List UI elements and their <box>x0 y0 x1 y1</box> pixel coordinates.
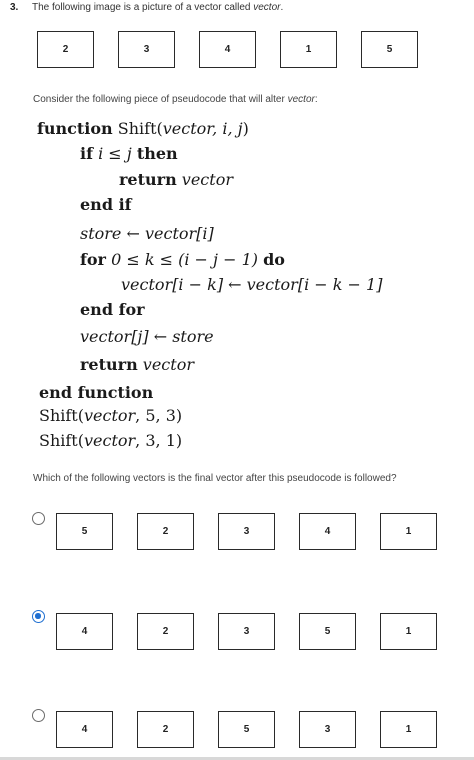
code-arrow: ← <box>148 327 173 346</box>
consider-var: vector <box>287 94 315 105</box>
code-index: [i − k − 1] <box>297 275 383 294</box>
code-line-call-2 <box>39 431 182 451</box>
code-keyword: return <box>80 355 138 374</box>
option-cell: 2 <box>137 613 194 650</box>
code-keyword: return <box>119 170 177 189</box>
code-line-endfunction: end function <box>39 383 154 402</box>
consider-suffix: : <box>314 94 318 105</box>
code-keyword: do <box>263 250 285 269</box>
vector-cell: 5 <box>361 31 418 68</box>
code-keyword: then <box>136 144 178 163</box>
code-line-function <box>37 119 249 139</box>
code-arrow: ← <box>223 275 247 294</box>
vector-cell: 1 <box>280 31 337 68</box>
question-prompt-suffix: . <box>280 2 284 13</box>
vector-cell: 2 <box>37 31 94 68</box>
code-line-assign-store <box>80 327 214 347</box>
code-args: , 3, 1) <box>135 431 183 450</box>
option-cell: 2 <box>137 513 194 550</box>
code-keyword: function <box>37 119 113 138</box>
option-vector <box>0 711 474 751</box>
question-number: 3. <box>10 2 19 13</box>
option-vector <box>0 613 474 653</box>
code-line-endif: end if <box>80 195 132 214</box>
question-prompt-text: The following image is a picture of a vector called <box>32 2 254 13</box>
vector-cell: 4 <box>199 31 256 68</box>
option-cell: 3 <box>218 513 275 550</box>
code-index: [i − k] <box>172 275 224 294</box>
code-line-return <box>119 170 233 190</box>
code-condition: i ≤ j <box>98 144 132 163</box>
code-var: vector <box>142 355 194 374</box>
code-args: , 5, 3) <box>135 406 183 425</box>
option-cell: 5 <box>56 513 113 550</box>
code-var: vector <box>80 327 132 346</box>
code-index: [j] <box>131 327 149 346</box>
option-cell: 1 <box>380 513 437 550</box>
code-var: vector <box>246 275 298 294</box>
consider-text <box>33 94 318 105</box>
question-prompt-var: vector <box>253 2 281 13</box>
option-cell: 1 <box>380 613 437 650</box>
code-arrow: ← <box>121 224 145 243</box>
code-var: vector <box>83 431 136 450</box>
option-cell: 3 <box>218 613 275 650</box>
option-cell: 4 <box>56 711 113 748</box>
option-cell: 5 <box>299 613 356 650</box>
code-line-for <box>80 250 285 270</box>
option-cell: 2 <box>137 711 194 748</box>
code-var: vector <box>83 406 136 425</box>
code-index: [i] <box>196 224 214 243</box>
code-line-call-1 <box>39 406 182 426</box>
code-var: store <box>172 327 214 346</box>
code-var: store <box>80 224 122 243</box>
code-line-assign <box>121 275 382 295</box>
code-line-endfor: end for <box>80 300 145 319</box>
code-func-name: Shift( <box>39 406 84 425</box>
question-prompt <box>32 2 283 13</box>
option-cell: 3 <box>299 711 356 748</box>
consider-text-prefix: Consider the following piece of pseudocode that will alter <box>33 94 288 105</box>
code-func-name: Shift( <box>39 431 84 450</box>
code-keyword: if <box>80 144 93 163</box>
option-cell: 4 <box>56 613 113 650</box>
code-var: vector <box>181 170 233 189</box>
original-vector <box>0 31 474 71</box>
code-keyword: for <box>80 250 106 269</box>
code-line-return-final <box>80 355 194 375</box>
code-paren: ) <box>242 119 249 138</box>
option-cell: 4 <box>299 513 356 550</box>
which-question-text: Which of the following vectors is the final vector after this pseudocode is followed? <box>33 473 397 484</box>
vector-cell: 3 <box>118 31 175 68</box>
code-var: vector <box>144 224 197 243</box>
option-cell: 5 <box>218 711 275 748</box>
option-cell: 1 <box>380 711 437 748</box>
code-var: vector <box>121 275 173 294</box>
code-line-store <box>80 224 214 244</box>
option-vector <box>0 513 474 553</box>
code-args: vector, i, j <box>162 119 243 138</box>
code-condition: 0 ≤ k ≤ (i − j − 1) <box>111 250 259 269</box>
code-line-if <box>80 144 178 164</box>
code-func-name: Shift( <box>117 119 163 138</box>
